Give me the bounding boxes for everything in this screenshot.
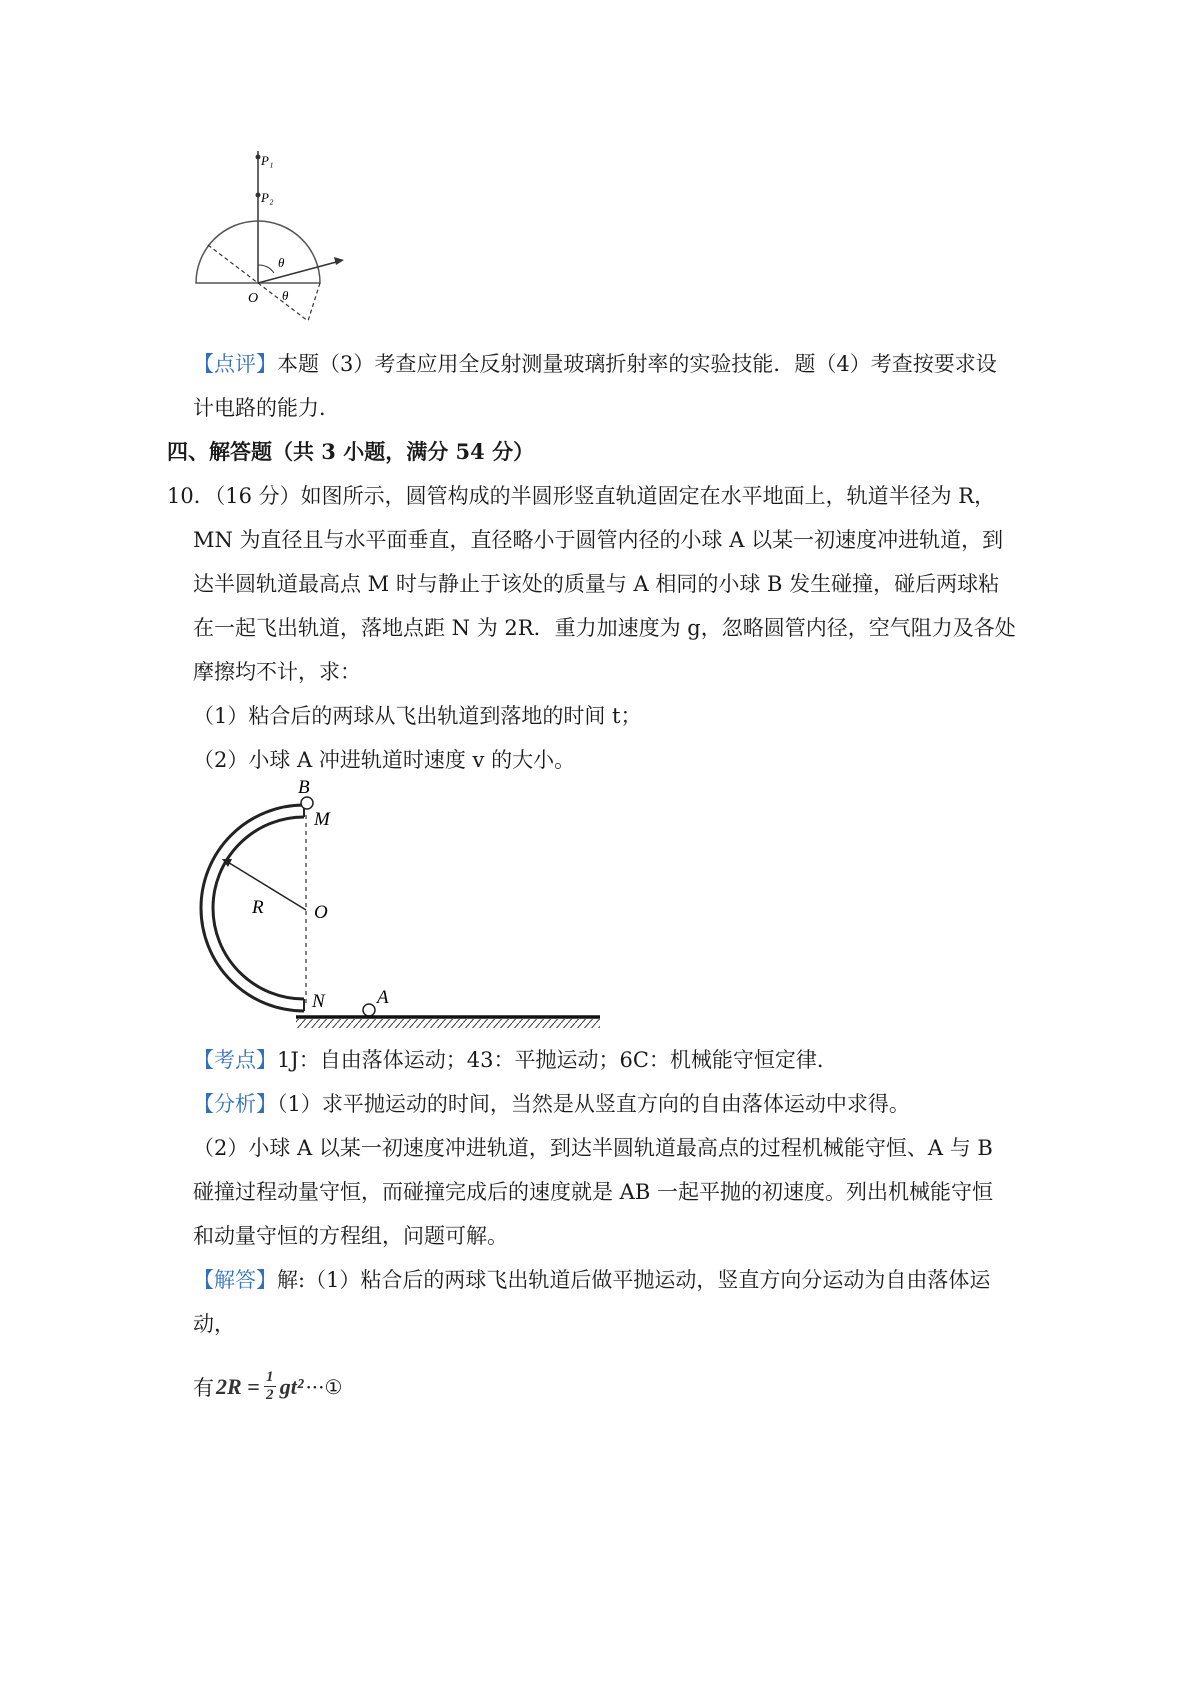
jieda-text-1: 解:（1）粘合后的两球飞出轨道后做平抛运动，竖直方向分运动为自由落体运 [277, 1268, 991, 1292]
review-text-1: 本题（3）考查应用全反射测量玻璃折射率的实验技能．题（4）考查按要求设 [277, 352, 997, 376]
eq-lhs: 2R = [216, 1373, 260, 1399]
dashed-line-left [208, 245, 258, 283]
review-line-2: 计电路的能力． [193, 396, 340, 420]
label-m: M [314, 809, 330, 830]
eq-prefix: 有 [193, 1375, 214, 1400]
eq-rhs: gt² [279, 1373, 304, 1399]
equation-1 [193, 1370, 342, 1403]
label-theta-lower: θ [282, 288, 289, 303]
review-tag: 【点评】 [193, 352, 277, 376]
sub-question-1: （1）粘合后的两球从飞出轨道到落地的时间 t； [193, 704, 642, 728]
pin-p1 [256, 155, 261, 160]
label-p1: P₁ [261, 153, 274, 168]
kaodian-tag: 【考点】 [193, 1048, 277, 1072]
eq-numerator: 1 [265, 1369, 274, 1385]
ball-a [363, 1004, 375, 1016]
fenxi-line-3: 碰撞过程动量守恒，而碰撞完成后的速度就是 AB 一起平抛的初速度。列出机械能守恒 [193, 1180, 993, 1204]
sub-question-2: （2）小球 A 冲进轨道时速度 v 的大小。 [193, 748, 576, 772]
section-heading: 四、解答题（共 3 小题，满分 54 分） [167, 439, 535, 464]
question-line-1: 10．（16 分）如图所示，圆管构成的半圆形竖直轨道固定在水平地面上，轨道半径为 R， [167, 484, 996, 508]
refracted-ray [258, 261, 340, 283]
question-line-4: 在一起飞出轨道，落地点距 N 为 2R．重力加速度为 g，忽略圆管内径，空气阻力及各处 [193, 616, 1016, 640]
label-n: N [312, 991, 325, 1012]
refraction-figure [190, 145, 360, 335]
label-b: B [298, 777, 310, 798]
label-r: R [252, 897, 264, 918]
label-o: O [248, 291, 259, 306]
track-figure [190, 775, 610, 1035]
question-line-5: 摩擦均不计，求： [193, 660, 361, 684]
jieda-tag: 【解答】 [193, 1268, 277, 1292]
pin-p2 [256, 193, 261, 198]
fenxi-text-1: （1）求平抛运动的时间，当然是从竖直方向的自由落体运动中求得。 [277, 1092, 910, 1116]
jieda-line-1 [193, 1264, 990, 1294]
fenxi-line-1 [193, 1088, 910, 1118]
eq-number: ···① [305, 1374, 343, 1399]
eq-fraction [264, 1370, 276, 1403]
label-p2: P₂ [261, 190, 274, 205]
arrow-head-icon [334, 257, 344, 265]
label-a: A [377, 987, 389, 1008]
review-line-1 [193, 348, 997, 378]
eq-denominator: 2 [265, 1387, 274, 1403]
jieda-line-2: 动， [193, 1312, 235, 1336]
label-theta-upper: θ [278, 255, 285, 270]
fenxi-tag: 【分析】 [193, 1092, 277, 1116]
label-o-center: O [314, 902, 328, 923]
kaodian-text: 1J：自由落体运动；43：平抛运动；6C：机械能守恒定律． [277, 1048, 838, 1072]
fenxi-line-2: （2）小球 A 以某一初速度冲进轨道，到达半圆轨道最高点的过程机械能守恒、A 与 B [193, 1136, 993, 1160]
question-line-3: 达半圆轨道最高点 M 时与静止于该处的质量与 A 相同的小球 B 发生碰撞，碰后两球粘 [193, 572, 1000, 596]
fenxi-line-4: 和动量守恒的方程组，问题可解。 [193, 1224, 508, 1248]
question-line-2: MN 为直径且与水平面垂直，直径略小于圆管内径的小球 A 以某一初速度冲进轨道，到 [193, 528, 1004, 552]
dashed-line-edge [308, 283, 320, 321]
ground-hatch [296, 1019, 600, 1028]
radius-line [226, 861, 306, 910]
kaodian-line [193, 1044, 838, 1074]
ball-b [301, 797, 313, 809]
